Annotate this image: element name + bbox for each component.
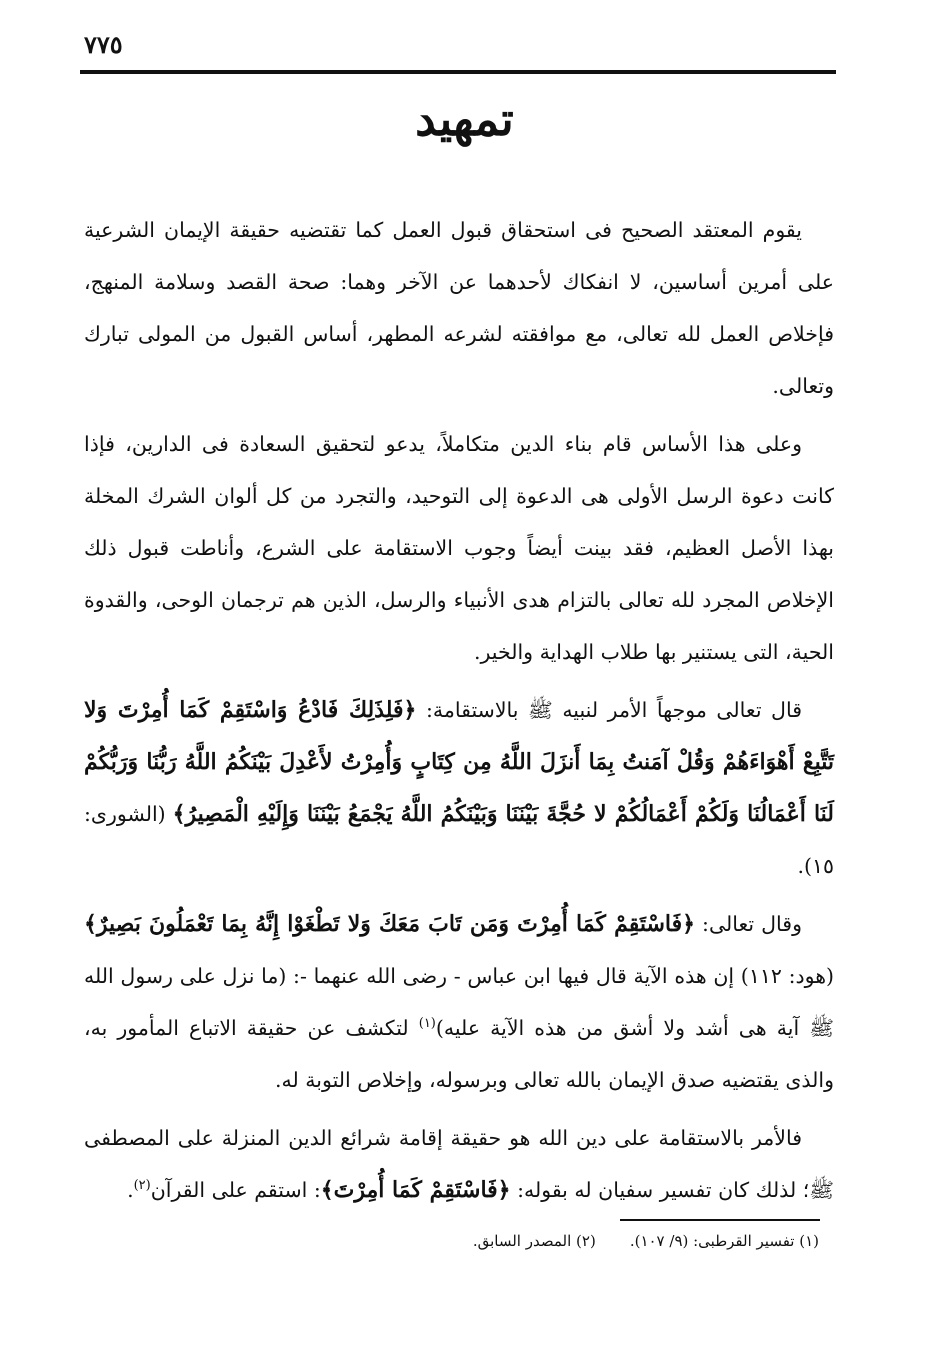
quran-verse-istaqim: ﴿فَاسْتَقِمْ كَمَا أُمِرْتَ﴾ [320,1177,511,1203]
paragraph-3 [84,684,834,892]
paragraph-4-text: (هود: ١١٢) إن هذه الآية قال فيها ابن عباس - رضى الله عنهما -: (ما نزل على رسول الله ﷺ آية هى أشد ولا أشق من هذه الآية عليه) [84,964,834,1040]
page-title: تمهيد [415,92,514,146]
quran-verse-hud: ﴿فَاسْتَقِمْ كَمَا أُمِرْتَ وَمَن تَابَ مَعَكَ وَلا تَطْغَوْا إِنَّهُ بِمَا تَعْمَلُونَ بَصِيرٌ﴾ [84,911,696,937]
paragraph-4-intro: وقال تعالى: [695,912,802,936]
header-rule [80,70,836,74]
paragraph-5 [84,1112,834,1216]
footnote-marker-2: (٢) [133,1178,151,1194]
footnote-marker-1: (١) [418,1016,436,1032]
page-number: ٧٧٥ [84,30,123,59]
footnotes [439,1232,819,1250]
footnote-separator [620,1219,820,1221]
body-text [84,204,834,1216]
paragraph-2: وعلى هذا الأساس قام بناء الدين متكاملاً، يدعو لتحقيق السعادة فى الدارين، فإذا كانت دعوة الرسل الأولى هى الدعوة إلى التوحيد، والتجرد من كل ألوان الشرك المخلة بهذا الأصل العظيم، فقد بينت أيضاً وجوب الاستقامة على الشرع، وأناطت قبول ذلك الإخلاص المجرد لله تعالى بالتزام هدى الأنبياء والرسل، الذين هم ترجمان الوحى، والقدوة الحية، التى يستنير بها طلاب الهداية والخير. [84,432,834,664]
footnote-2: (٢) المصدر السابق. [472,1232,596,1250]
verse-reference-shura: (الشورى: ١٥). [84,802,834,878]
paragraph-1: يقوم المعتقد الصحيح فى استحقاق قبول العمل كما تقتضيه حقيقة الإيمان الشرعية على أمرين أساسين، لا انفكاك لأحدهما عن الآخر وهما: صحة القصد وسلامة المنهج، فإخلاص العمل لله تعالى، مع موافقته لشرعه المطهر، أساس القبول من المولى تبارك وتعالى. [84,218,834,398]
paragraph-5-intro: فالأمر بالاستقامة على دين الله هو حقيقة إقامة شرائع الدين المنزلة على المصطفى ﷺ؛ لذلك كان تفسير سفيان له بقوله: [84,1126,834,1202]
footnote-1: (١) تفسير القرطبى: (٩/ ١٠٧). [629,1232,819,1250]
paragraph-3-intro: قال تعالى موجهاً الأمر لنبيه ﷺ بالاستقامة: [416,698,802,722]
paragraph-5-text: : استقم على القرآن [150,1178,321,1202]
quran-verse-shura: ﴿فَلِذَلِكَ فَادْعُ وَاسْتَقِمْ كَمَا أُمِرْتَ وَلا تَتَّبِعْ أَهْوَاءَهُمْ وَقُلْ آمَنتُ بِمَا أَنزَلَ اللَّهُ مِن كِتَابٍ وَأُمِرْتُ لأَعْدِلَ بَيْنَكُمُ اللَّهُ رَبُّنَا وَرَبُّكُمْ لَنَا أَعْمَالُنَا وَلَكُمْ أَعْمَالُكُمْ لا حُجَّةَ بَيْنَنَا وَبَيْنَكُمُ اللَّهُ يَجْمَعُ بَيْنَنَا وَإِلَيْهِ الْمَصِيرُ﴾ [84,697,834,827]
paragraph-4-end: لتكشف عن حقيقة الاتباع المأمور به، والذى يقتضيه صدق الإيمان بالله تعالى وبرسوله، وإخلاص التوبة له. [84,1016,834,1092]
paragraph-5-end: . [127,1178,134,1202]
paragraph-4 [84,898,834,1106]
